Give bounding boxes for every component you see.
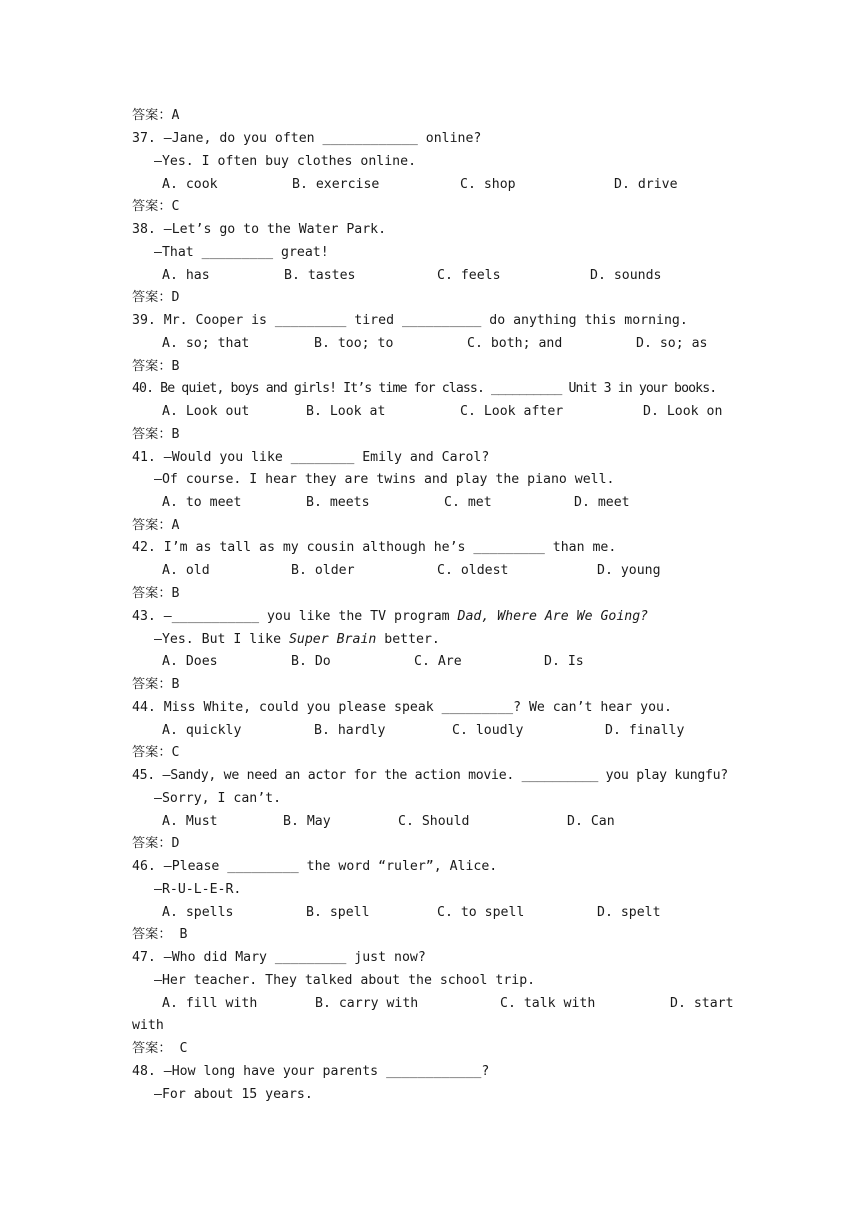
option-b: B. too; to — [314, 336, 394, 351]
question-stem: 39. Mr. Cooper is _________ tired __________ do anything this morning. — [132, 313, 688, 328]
answer: 答案：B — [132, 359, 180, 374]
option-b: B. spell — [306, 905, 370, 920]
options-row — [160, 721, 865, 741]
option-d: D. meet — [574, 495, 630, 510]
option-c: C. Are — [414, 654, 462, 669]
question-stem: 45. —Sandy, we need an actor for the action movie. __________ you play kungfu? — [132, 768, 728, 783]
answer: 答案：A — [132, 518, 180, 533]
question-stem — [132, 607, 865, 627]
options-row — [160, 652, 865, 672]
option-d: D. Is — [544, 654, 584, 669]
option-b: B. older — [291, 563, 355, 578]
answer: 答案：D — [132, 836, 180, 851]
answer: 答案： B — [132, 927, 188, 942]
options-row — [160, 493, 865, 513]
reply-text-end: better. — [376, 632, 440, 647]
option-d: D. young — [597, 563, 661, 578]
reply-text: —Yes. But I like — [154, 632, 289, 647]
option-a: A. quickly — [162, 723, 242, 738]
answer: 答案：C — [132, 199, 180, 214]
option-d: D. start — [670, 996, 734, 1011]
option-b: B. meets — [306, 495, 370, 510]
option-d: D. sounds — [590, 268, 662, 283]
option-d: D. Can — [567, 814, 615, 829]
dialogue-reply: —For about 15 years. — [154, 1087, 313, 1102]
option-c: C. loudly — [452, 723, 524, 738]
dialogue-reply: —Yes. I often buy clothes online. — [154, 154, 417, 169]
option-b: B. Do — [291, 654, 331, 669]
option-d: D. drive — [614, 177, 678, 192]
dialogue-reply — [154, 630, 865, 650]
option-a: A. to meet — [162, 495, 242, 510]
option-a: A. fill with — [162, 996, 258, 1011]
question-stem: 44. Miss White, could you please speak _________? We can’t hear you. — [132, 700, 672, 715]
question-stem: 47. —Who did Mary _________ just now? — [132, 950, 426, 965]
answer: 答案：B — [132, 586, 180, 601]
answer: 答案： C — [132, 1041, 188, 1056]
option-b: B. hardly — [314, 723, 386, 738]
option-c: C. talk with — [500, 996, 596, 1011]
options-row — [160, 561, 865, 581]
option-d: D. finally — [605, 723, 685, 738]
option-a: A. has — [162, 268, 210, 283]
option-a: A. spells — [162, 905, 234, 920]
option-c: C. shop — [460, 177, 516, 192]
answer-36: 答案：A — [132, 108, 180, 123]
option-a: A. so; that — [162, 336, 250, 351]
option-c: C. both; and — [467, 336, 563, 351]
option-a: A. Look out — [162, 404, 250, 419]
option-a: A. Does — [162, 654, 218, 669]
option-b: B. Look at — [306, 404, 386, 419]
answer: 答案：B — [132, 427, 180, 442]
program-title: Dad, Where Are We Going? — [457, 609, 649, 624]
option-b: B. exercise — [292, 177, 380, 192]
option-c: C. to spell — [437, 905, 525, 920]
options-row — [160, 903, 865, 923]
question-stem: 38. —Let’s go to the Water Park. — [132, 222, 387, 237]
dialogue-reply: —That _________ great! — [154, 245, 329, 260]
option-a: A. cook — [162, 177, 218, 192]
option-d: D. Look on — [643, 404, 723, 419]
option-c: C. oldest — [437, 563, 509, 578]
stem-text: 43. —___________ you like the TV program — [132, 609, 458, 624]
dialogue-reply: —Her teacher. They talked about the school trip. — [154, 973, 536, 988]
options-row — [160, 175, 865, 195]
dialogue-reply: —R-U-L-E-R. — [154, 882, 242, 897]
question-stem: 46. —Please _________ the word “ruler”, Alice. — [132, 859, 498, 874]
dialogue-reply: —Sorry, I can’t. — [154, 791, 282, 806]
options-row — [160, 812, 865, 832]
option-c: C. Should — [398, 814, 470, 829]
answer: 答案：C — [132, 745, 180, 760]
options-row — [160, 402, 865, 422]
answer: 答案：D — [132, 290, 180, 305]
option-d-wrap: with — [132, 1018, 164, 1033]
options-row — [160, 994, 865, 1014]
option-b: B. May — [283, 814, 331, 829]
option-c: C. met — [444, 495, 492, 510]
option-d: D. so; as — [636, 336, 708, 351]
option-c: C. feels — [437, 268, 501, 283]
options-row — [160, 334, 865, 354]
options-row — [160, 266, 865, 286]
answer: 答案：B — [132, 677, 180, 692]
question-stem: 48. —How long have your parents ____________? — [132, 1064, 490, 1079]
option-c: C. Look after — [460, 404, 564, 419]
program-title: Super Brain — [288, 632, 377, 647]
dialogue-reply: —Of course. I hear they are twins and play the piano well. — [154, 472, 615, 487]
question-stem: 40. Be quiet, boys and girls! It’s time for class. __________ Unit 3 in your books. — [132, 381, 717, 396]
question-stem: 42. I’m as tall as my cousin although he’s _________ than me. — [132, 540, 617, 555]
option-b: B. carry with — [315, 996, 419, 1011]
question-stem: 37. —Jane, do you often ____________ online? — [132, 131, 482, 146]
option-b: B. tastes — [284, 268, 356, 283]
option-a: A. old — [162, 563, 210, 578]
option-a: A. Must — [162, 814, 218, 829]
option-d: D. spelt — [597, 905, 661, 920]
question-stem: 41. —Would you like ________ Emily and Carol? — [132, 450, 490, 465]
